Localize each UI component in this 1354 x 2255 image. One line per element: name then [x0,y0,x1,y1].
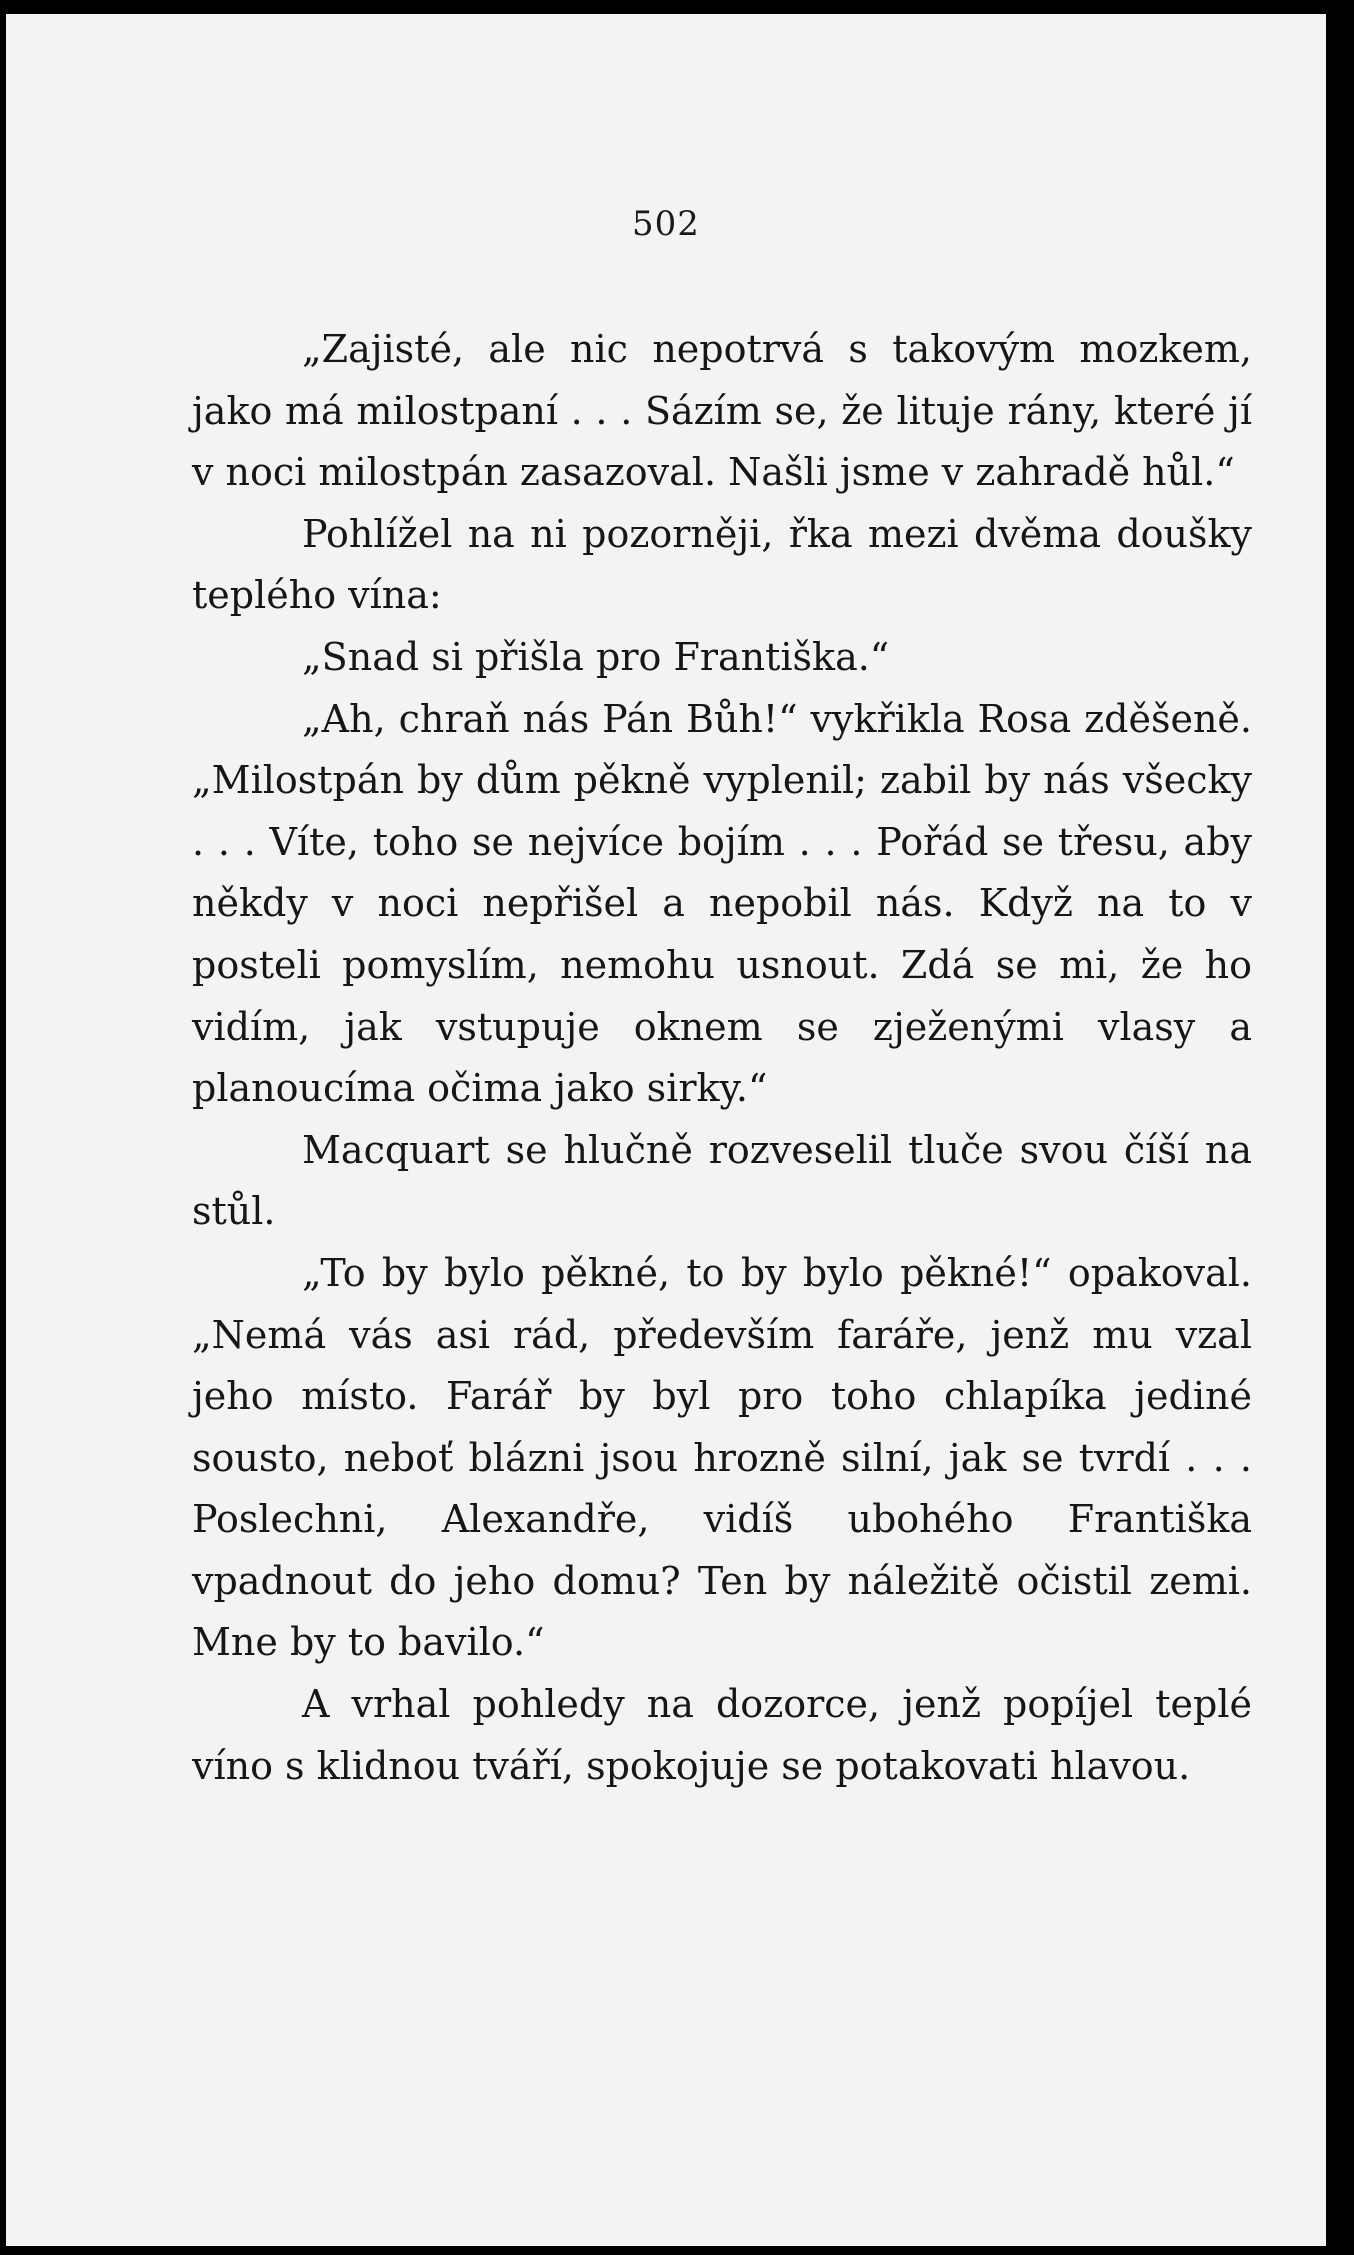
paragraph: „Ah, chraň nás Pán Bůh!“ vykřikla Rosa zděšeně. „Milostpán by dům pěkně vyplenil; zabil by nás všecky . . . Víte, toho se nejvíce bojím . . . Pořád se třesu, aby někdy v noci nepřišel a nepobil nás. Když na to v posteli pomyslím, nemohu usnout. Zdá se mi, že ho vidím, jak vstupuje oknem se zježenými vlasy a planoucíma očima jako sirky.“ [192,696,1252,1111]
paragraph: Macquart se hlučně rozveselil tluče svou číší na stůl. [192,1127,1252,1234]
page-number: 502 [632,204,700,244]
body-text [192,319,1252,1797]
paragraph: Pohlížel na ni pozorněji, řka mezi dvěma doušky teplého vína: [192,511,1252,618]
paragraph: „To by bylo pěkné, to by bylo pěkné!“ opakoval. „Nemá vás asi rád, především faráře, jenž mu vzal jeho místo. Farář by byl pro toho chlapíka jediné sousto, neboť blázni jsou hrozně silní, jak se tvrdí . . . Poslechni, Alexandře, vidíš ubohého Františka vpadnout do jeho domu? Ten by náležitě očistil zemi. Mne by to bavilo.“ [192,1250,1252,1665]
paragraph: „Snad si přišla pro Františka.“ [302,634,890,679]
book-page [6,14,1326,2246]
paragraph: „Zajisté, ale nic nepotrvá s takovým mozkem, jako má milostpaní . . . Sázím se, že lituje rány, které jí v noci milostpán zasazoval. Našli jsme v zahradě hůl.“ [192,327,1252,495]
scan-border [1326,0,1354,2255]
paragraph: A vrhal pohledy na dozorce, jenž popíjel teplé víno s klidnou tváří, spokojuje se potakovati hlavou. [192,1682,1252,1788]
